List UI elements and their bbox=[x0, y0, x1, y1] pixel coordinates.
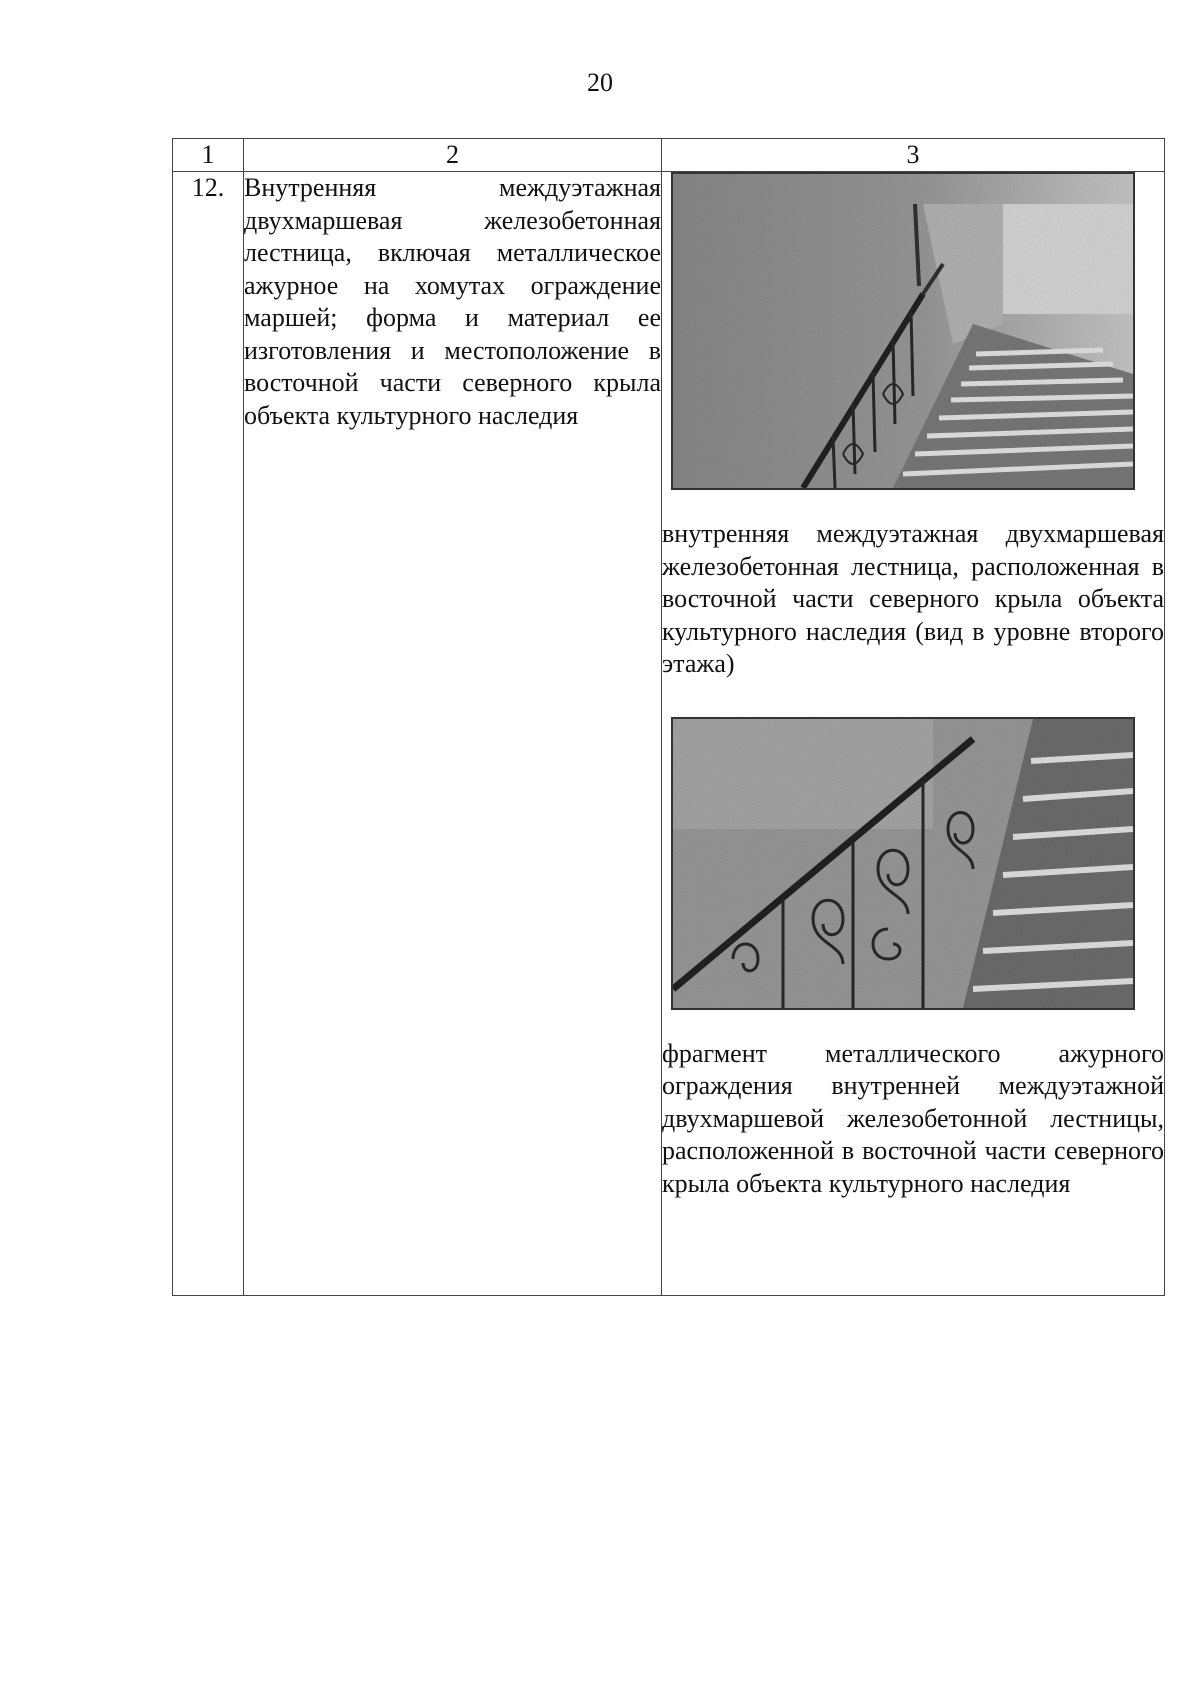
table-header-row bbox=[173, 139, 1165, 172]
staircase-photo bbox=[671, 172, 1135, 490]
page-number: 20 bbox=[587, 68, 613, 97]
row-description-cell bbox=[244, 172, 662, 1296]
photo-caption-2: фрагмент металлического ажурного ограждения внутренней междуэтажной двухмаршевой железобетонной лестницы, расположенной в восточной части северного крыла объекта культурного наследия bbox=[662, 1038, 1164, 1198]
railing-fragment-photo bbox=[671, 717, 1135, 1010]
column-header-1: 1 bbox=[173, 139, 244, 172]
row-photos-cell bbox=[662, 172, 1165, 1296]
row-description: Внутренняя междуэтажная двухмаршевая железобетонная лестница, включая металлическое ажурное на хомутах ограждение маршей; форма и материал ее изготовления и местоположение в восточной части северного крыла объекта культурного наследия bbox=[244, 173, 661, 430]
column-header-3: 3 bbox=[662, 139, 1165, 172]
document-table bbox=[172, 138, 1165, 1296]
table-row bbox=[173, 172, 1165, 1296]
photo-caption-1: внутренняя междуэтажная двухмаршевая железобетонная лестница, расположенная в восточной части северного крыла объекта культурного наследия (вид в уровне второго этажа) bbox=[662, 519, 1164, 678]
row-number: 12. bbox=[173, 172, 244, 1296]
column-header-2: 2 bbox=[244, 139, 662, 172]
